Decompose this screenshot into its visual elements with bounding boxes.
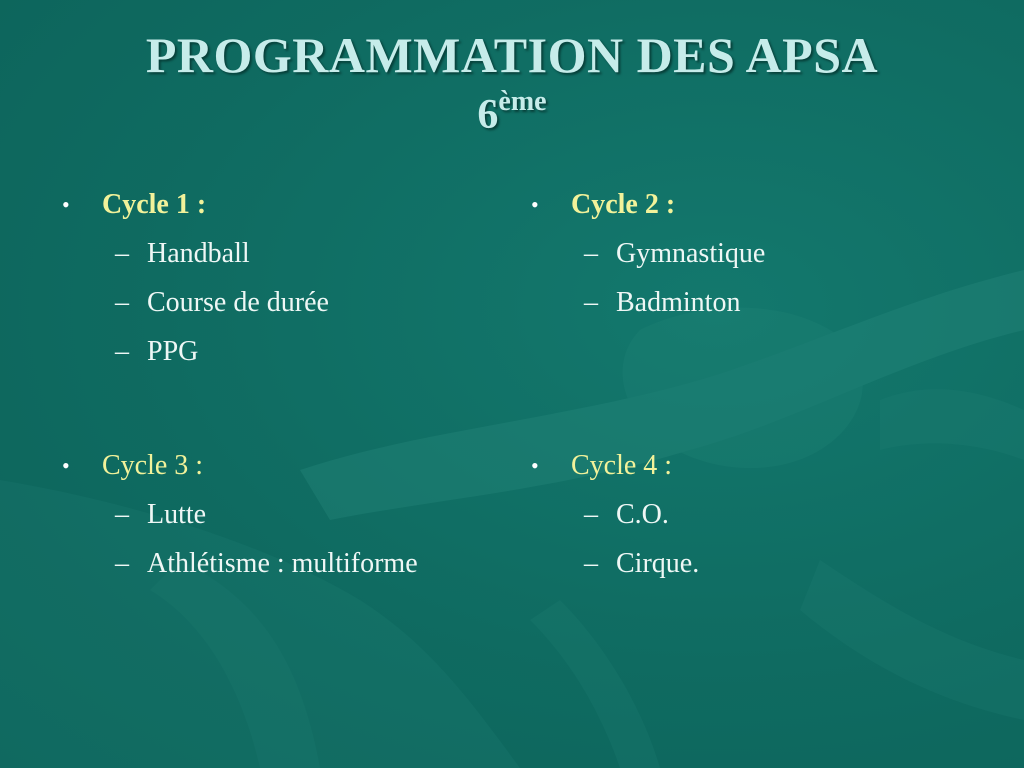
cycle-4-heading <box>531 446 971 486</box>
list-item <box>62 234 502 274</box>
cycle-1-item-1: Handball <box>147 238 250 269</box>
list-item <box>531 495 971 535</box>
dash-icon: – <box>115 548 129 579</box>
cycle-1-item-2: Course de durée <box>147 287 329 318</box>
bullet-icon: • <box>62 453 70 478</box>
cycle-2-label: Cycle 2 : <box>571 189 676 220</box>
cycle-4-label: Cycle 4 : <box>571 450 673 481</box>
title-main: PROGRAMMATION DES APSA <box>145 27 879 83</box>
cycle-3-heading <box>62 446 502 486</box>
dash-icon: – <box>115 238 129 269</box>
cycle-3-item-1: Lutte <box>147 499 207 530</box>
list-item <box>62 283 502 323</box>
title-sub-number: 6 <box>477 92 499 138</box>
title-sub-suffix: ème <box>498 86 547 117</box>
list-item <box>62 332 502 372</box>
list-item <box>531 234 971 274</box>
cycle-3-block <box>62 446 502 593</box>
cycle-1-heading <box>62 185 502 225</box>
bullet-icon: • <box>62 192 70 217</box>
dash-icon: – <box>584 499 598 530</box>
cycle-4-item-2: Cirque. <box>616 548 700 579</box>
dash-icon: – <box>584 548 598 579</box>
cycle-4-block <box>531 446 971 593</box>
cycle-3-label: Cycle 3 : <box>102 450 204 481</box>
cycle-2-item-1: Gymnastique <box>616 238 766 269</box>
title-sub <box>0 88 1024 136</box>
list-item <box>62 544 502 584</box>
dash-icon: – <box>115 336 129 367</box>
slide-title <box>0 27 1024 138</box>
cycle-2-item-2: Badminton <box>616 287 741 318</box>
cycle-4-item-1: C.O. <box>616 499 669 530</box>
dash-icon: – <box>115 287 129 318</box>
bullet-icon: • <box>531 192 539 217</box>
dash-icon: – <box>115 499 129 530</box>
cycle-1-item-3: PPG <box>147 336 199 367</box>
dash-icon: – <box>584 287 598 318</box>
list-item <box>531 544 971 584</box>
list-item <box>531 283 971 323</box>
dash-icon: – <box>584 238 598 269</box>
cycle-1-block <box>62 185 502 381</box>
cycle-1-label: Cycle 1 : <box>102 189 207 220</box>
cycle-2-heading <box>531 185 971 225</box>
cycle-3-item-2: Athlétisme : multiforme <box>147 548 418 579</box>
list-item <box>62 495 502 535</box>
cycle-2-block <box>531 185 971 332</box>
bullet-icon: • <box>531 453 539 478</box>
